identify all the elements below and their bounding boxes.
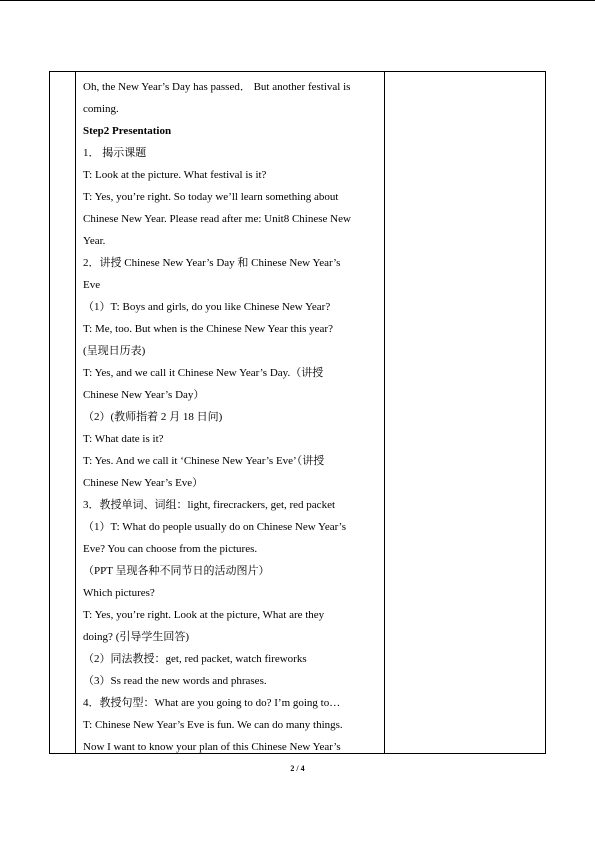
header-rule (0, 0, 595, 1)
text-line: T: What date is it? (83, 433, 164, 445)
text-line: T: Yes, and we call it Chinese New Year’s Day.（讲授 (83, 367, 324, 379)
text-line: 1． 揭示课题 (83, 147, 147, 159)
text-line: （1）T: Boys and girls, do you like Chinese New Year? (83, 301, 331, 313)
page-number: 2 / 4 (290, 764, 305, 773)
text-line: Eve (83, 279, 101, 291)
text-line: coming. (83, 103, 119, 115)
text-line: 4．教授句型：What are you going to do? I’m going to… (83, 697, 341, 709)
text-line: （3）Ss read the new words and phrases. (83, 675, 267, 687)
text-line: Chinese New Year’s Eve） (83, 477, 204, 489)
text-line: T: Yes. And we call it ‘Chinese New Year’s Eve’（讲授 (83, 455, 325, 467)
text-line: 2．讲授 Chinese New Year’s Day 和 Chinese New Year’s (83, 257, 341, 269)
text-line: （2）(教师指着 2 月 18 日问) (83, 411, 223, 423)
text-line: Oh, the New Year’s Day has passed． But another festival is (83, 81, 351, 93)
text-line: T: Yes, you’re right. Look at the picture, What are they (83, 609, 325, 621)
text-line: T: Chinese New Year’s Eve is fun. We can do many things. (83, 719, 343, 731)
column-divider-left (75, 72, 76, 753)
text-line: （1）T: What do people usually do on Chinese New Year’s (83, 521, 347, 533)
text-line: (呈现日历表) (83, 345, 146, 357)
text-line: Chinese New Year’s Day） (83, 389, 205, 401)
text-line: （2）同法教授：get, red packet, watch fireworks (83, 653, 307, 665)
text-line: （PPT 呈现各种不同节日的活动图片） (83, 565, 270, 577)
lesson-table (49, 71, 546, 754)
column-divider-right (384, 72, 385, 753)
text-line: doing? (引导学生回答) (83, 631, 190, 643)
text-line: 3．教授单词、词组：light, firecrackers, get, red packet (83, 499, 336, 511)
text-line: Year. (83, 235, 106, 247)
section-heading: Step2 Presentation (83, 125, 172, 137)
text-line: Eve? You can choose from the pictures. (83, 543, 258, 555)
lesson-procedure-cell (83, 76, 379, 758)
text-line: Which pictures? (83, 587, 155, 599)
text-line: T: Me, too. But when is the Chinese New Year this year? (83, 323, 333, 335)
text-line: T: Look at the picture. What festival is it? (83, 169, 267, 181)
text-line: Now I want to know your plan of this Chinese New Year’s (83, 741, 341, 753)
text-line: T: Yes, you’re right. So today we’ll learn something about (83, 191, 339, 203)
text-line: Chinese New Year. Please read after me: Unit8 Chinese New (83, 213, 351, 225)
